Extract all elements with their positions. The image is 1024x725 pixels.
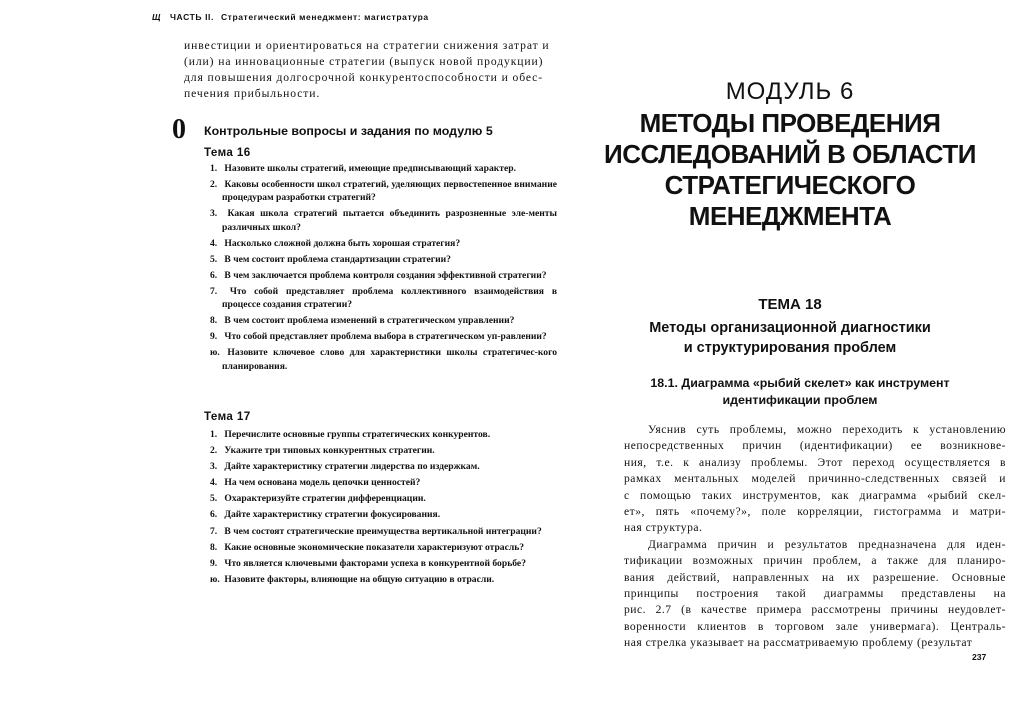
section-title (600, 375, 1000, 409)
question-text: Какие основные экономические показатели характеризуют отрасль? (222, 541, 525, 553)
questions-heading (172, 114, 532, 146)
body-line: с помощью таких инструментов, как диаграмма «рыбий скел- (624, 488, 1006, 502)
question-item (210, 162, 557, 175)
question-item (210, 428, 557, 441)
question-item (210, 269, 557, 282)
topic-title-line: и структурирования проблем (683, 340, 897, 356)
body-text (624, 422, 1006, 652)
body-line: Уяснив суть проблемы, можно переходить к установлению (648, 423, 1006, 436)
question-item (210, 346, 557, 372)
question-number: 4. (210, 237, 218, 249)
question-number: 4. (210, 477, 218, 489)
running-head-title: Стратегический менеджмент: магистратура (220, 12, 429, 22)
question-text: Что является ключевыми факторами успеха в конкурентной борьбе? (222, 557, 526, 569)
question-number: 7. (210, 285, 218, 297)
question-item (210, 557, 557, 570)
body-line: рамках ментальных моделей причинно-следственных связей и (624, 472, 1006, 486)
body-line: непосредственных причин (идентификации) ее возникнове- (624, 439, 1006, 453)
question-item (210, 285, 557, 311)
question-text: В чем состоят стратегические преимущества вертикальной интеграции? (222, 525, 542, 537)
topic-17-questions (210, 428, 557, 589)
question-item (210, 525, 557, 538)
question-item (210, 207, 557, 233)
question-text: Назовите факторы, влияющие на общую ситуацию в отрасли. (222, 573, 495, 585)
question-number: 5. (210, 493, 218, 505)
body-line: Диаграмма причин и результатов предназначена для иден- (648, 537, 1006, 551)
topic-17-label: Тема 17 (204, 410, 251, 423)
module-label: МОДУЛЬ 6 (725, 78, 855, 105)
question-text: Каковы особенности школ стратегий, уделяющих первостепенное внимание процедурам разработки стратегий? (222, 179, 557, 204)
question-text: Перечислите основные группы стратегических конкурентов. (222, 429, 491, 440)
body-line: ет», пять «почему?», поле корреляции, гистограмма и матри- (624, 505, 1006, 519)
question-item (210, 476, 557, 489)
module-title-line: ИССЛЕДОВАНИЙ В ОБЛАСТИ (604, 139, 976, 169)
body-line: ная структура. (624, 521, 703, 535)
module-title-line: МЕТОДЫ ПРОВЕДЕНИЯ (639, 108, 941, 138)
question-text: Какая школа стратегий пытается объединить разрозненные эле-менты различных школ? (222, 208, 557, 233)
question-number: 6. (210, 509, 218, 521)
question-text: Назовите школы стратегий, имеющие предписывающий характер. (222, 163, 516, 174)
question-text: На чем основана модель цепочки ценностей? (222, 477, 421, 489)
question-number: 2. (210, 179, 218, 191)
question-number: 1. (210, 163, 218, 174)
question-item (210, 444, 557, 457)
question-item (210, 460, 557, 473)
intro-line: (или) на инновационные стратегии (выпуск новой продукции) (184, 55, 544, 68)
intro-paragraph (184, 38, 564, 102)
section-marker-glyph: 0 (172, 114, 186, 145)
question-number: 7. (210, 525, 218, 537)
running-head (152, 12, 429, 22)
topic-16-label: Тема 16 (204, 146, 251, 159)
question-item (210, 178, 557, 204)
question-number: 8. (210, 541, 218, 553)
question-item (210, 330, 557, 343)
question-number: 9. (210, 557, 218, 569)
question-number: 2. (210, 445, 218, 457)
topic-16-questions (210, 162, 557, 376)
question-text: Что собой представляет проблема коллективного взаимодействия в процессе создания стратегии? (222, 285, 557, 311)
question-number: ю. (210, 573, 220, 585)
question-item (210, 573, 557, 586)
question-item (210, 314, 557, 327)
body-line: ная стрелка указывает на рассматриваемую проблему (результат (624, 636, 973, 650)
question-text: Укажите три типовых конкурентных стратегии. (222, 445, 435, 457)
question-text: В чем заключается проблема контроля создания эффективной стратегии? (222, 269, 547, 281)
module-title-line: СТРАТЕГИЧЕСКОГО (664, 170, 916, 200)
body-line: воренности клиентов в торговом зале универмага). Централь- (624, 619, 1006, 633)
question-number: 1. (210, 429, 218, 440)
body-line: рис. 2.7 (в качестве примера рассмотрены причины неудовлет- (624, 603, 1006, 617)
running-head-symbol: Щ (152, 12, 162, 22)
question-number: 3. (210, 208, 218, 220)
topic-title-line: Методы организационной диагностики (649, 320, 931, 336)
question-text: Дайте характеристику стратегии фокусирования. (222, 509, 441, 521)
running-head-part: ЧАСТЬ II. (169, 12, 214, 22)
topic-18-title (580, 318, 1000, 358)
body-line: вания действий, направленных на их разрешение. Основные (624, 570, 1006, 584)
intro-line: печения прибыльности. (184, 87, 321, 100)
body-line: принципы построения такой диаграммы представлены на (624, 587, 1006, 601)
section-title-line: 18.1. Диаграмма «рыбий скелет» как инструмент (650, 376, 950, 390)
question-text: Дайте характеристику стратегии лидерства по издержкам. (222, 461, 480, 473)
question-text: Что собой представляет проблема выбора в стратегическом уп-равлении? (222, 331, 547, 343)
question-item (210, 541, 557, 554)
question-item (210, 237, 557, 250)
question-text: В чем состоит проблема стандартизации стратегии? (222, 253, 451, 265)
question-item (210, 492, 557, 505)
module-title (580, 108, 1000, 232)
topic-18-label: ТЕМА 18 (758, 296, 822, 313)
question-text: Охарактеризуйте стратегии дифференциации. (222, 493, 426, 505)
question-text: Насколько сложной должна быть хорошая стратегия? (222, 237, 461, 249)
question-text: Назовите ключевое слово для характеристики школы стратегичес-кого планирования. (222, 347, 557, 372)
question-item (210, 508, 557, 521)
question-number: 5. (210, 253, 218, 265)
page-number: 237 (972, 652, 987, 662)
question-number: 8. (210, 315, 218, 327)
question-number: ю. (210, 347, 220, 359)
question-text: В чем состоит проблема изменений в стратегическом управлении? (222, 315, 515, 327)
question-item (210, 253, 557, 266)
intro-line: инвестиции и ориентироваться на стратегии снижения затрат и (184, 39, 550, 52)
intro-line: для повышения долгосрочной конкурентоспособности и обес- (184, 71, 543, 84)
body-line: ния, т.е. к анализу проблемы. Этот переход осуществляется в (624, 455, 1006, 469)
module-title-line: МЕНЕДЖМЕНТА (688, 201, 892, 231)
question-number: 6. (210, 269, 218, 281)
question-number: 3. (210, 461, 218, 473)
questions-heading-text: Контрольные вопросы и задания по модулю 5 (204, 124, 493, 138)
body-line: тификации возможных причин проблем, а также для планиро- (624, 554, 1006, 568)
question-number: 9. (210, 331, 218, 343)
section-title-line: идентификации проблем (722, 393, 878, 407)
